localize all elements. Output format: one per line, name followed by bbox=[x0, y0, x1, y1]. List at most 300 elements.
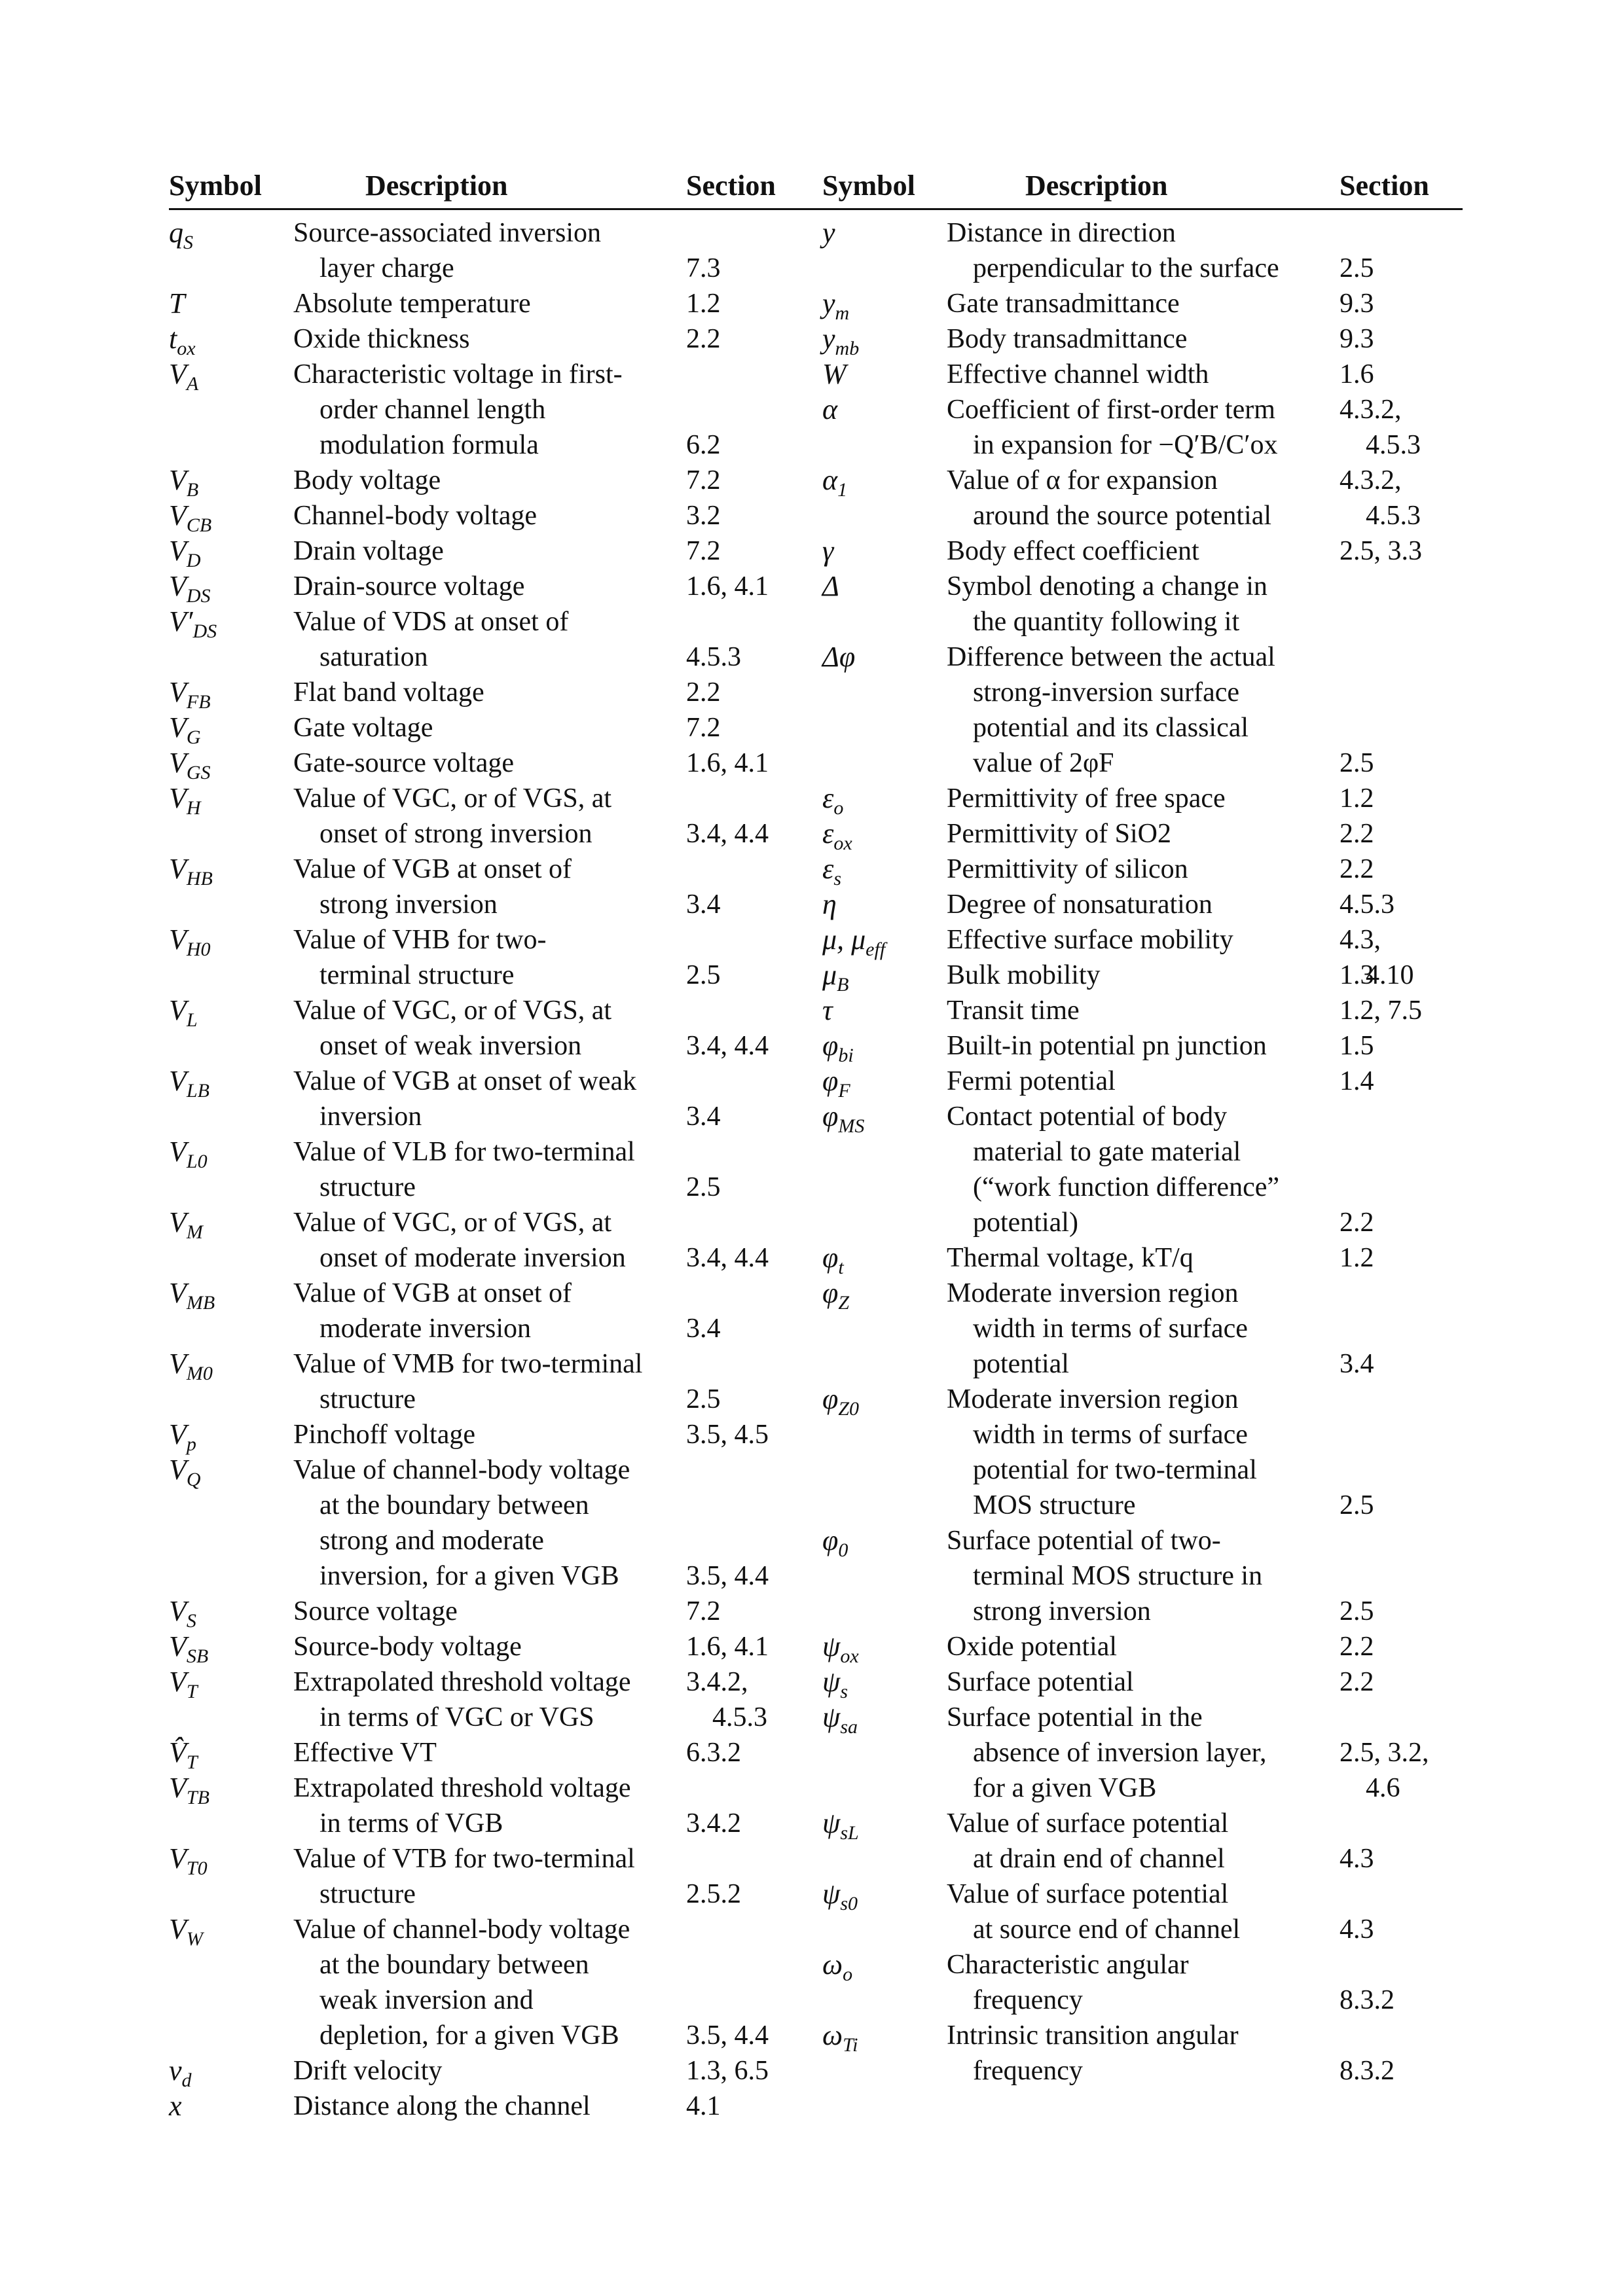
section-line bbox=[1340, 2018, 1438, 2053]
section-ref bbox=[686, 1276, 784, 1346]
symbol-base: V bbox=[169, 1418, 187, 1450]
description bbox=[293, 1594, 686, 1629]
symbol-subscript: B bbox=[837, 973, 849, 996]
description-line: depletion, for a given VGB bbox=[319, 2020, 619, 2051]
description bbox=[293, 1134, 686, 1205]
description bbox=[293, 922, 686, 993]
description-line: Surface potential in the bbox=[947, 1702, 1203, 1732]
description-line: MOS structure bbox=[973, 1490, 1136, 1520]
table-row bbox=[169, 1276, 828, 1346]
symbol-subscript: s bbox=[833, 867, 842, 889]
symbol bbox=[169, 604, 217, 649]
description-line: structure bbox=[319, 1384, 416, 1414]
description bbox=[293, 569, 686, 604]
section-ref bbox=[1340, 215, 1438, 286]
description-line: strong inversion bbox=[319, 889, 498, 920]
description bbox=[293, 852, 686, 922]
left-table-rows bbox=[169, 210, 828, 2124]
section-line: 3.2 bbox=[686, 501, 721, 531]
description-line: Difference between the actual bbox=[947, 642, 1275, 672]
description bbox=[293, 498, 686, 533]
section-ref bbox=[686, 1770, 784, 1841]
section-line: 1.4 bbox=[1340, 1066, 1374, 1096]
description-line: Absolute temperature bbox=[293, 289, 531, 319]
section-line: 9.3 bbox=[1340, 289, 1374, 319]
description-line: the quantity following it bbox=[973, 607, 1240, 637]
section-line bbox=[686, 1770, 784, 1806]
table-row bbox=[169, 745, 828, 781]
description bbox=[293, 1735, 686, 1770]
symbol-subscript: Ti bbox=[843, 2034, 858, 2056]
symbol-base: v bbox=[169, 2054, 182, 2087]
description-line: potential and its classical bbox=[973, 713, 1249, 743]
description-line: width in terms of surface bbox=[973, 1420, 1248, 1450]
table-row bbox=[169, 1594, 828, 1632]
symbol-subscript: GS bbox=[186, 761, 211, 783]
section-line: 7.2 bbox=[686, 1596, 721, 1626]
description bbox=[293, 321, 686, 357]
description bbox=[293, 357, 686, 463]
description-line: saturation bbox=[319, 642, 428, 672]
section-line: 2.5 bbox=[686, 960, 721, 990]
description-line: Drain-source voltage bbox=[293, 571, 525, 601]
description-line: Coefficient of first-order term bbox=[947, 395, 1275, 425]
symbol bbox=[822, 357, 847, 392]
section-line: 8.3.2 bbox=[1340, 1985, 1395, 2015]
symbol-subscript: o bbox=[833, 797, 844, 819]
description-line: Value of VGC, or of VGS, at bbox=[293, 996, 612, 1026]
section-line bbox=[686, 1841, 784, 1876]
description-line: Thermal voltage, kT/q bbox=[947, 1243, 1194, 1273]
section-ref bbox=[686, 498, 784, 533]
description-line: Bulk mobility bbox=[947, 960, 1101, 990]
section-line bbox=[686, 1134, 784, 1170]
symbol-header: Symbol bbox=[822, 170, 915, 202]
description-line: Body effect coefficient bbox=[947, 536, 1199, 566]
section-line: 4.5.3 bbox=[1366, 430, 1421, 460]
section-line bbox=[686, 1452, 784, 1488]
symbol-base: φ bbox=[822, 1383, 839, 1415]
symbol-subscript: L bbox=[186, 1009, 198, 1031]
description-line: Value of VGC, or of VGS, at bbox=[293, 1208, 612, 1238]
section-ref bbox=[1340, 1629, 1438, 1664]
section-ref bbox=[686, 1134, 784, 1205]
description-line: Pinchoff voltage bbox=[293, 1420, 476, 1450]
symbol-subscript: mb bbox=[835, 337, 860, 359]
section-line: 4.5.3 bbox=[686, 642, 741, 672]
section-ref bbox=[686, 852, 784, 922]
symbol bbox=[169, 852, 213, 897]
description-line: inversion, for a given VGB bbox=[319, 1561, 619, 1591]
table-row bbox=[822, 816, 1463, 852]
description bbox=[947, 1382, 1340, 1523]
symbol-base: V bbox=[169, 747, 187, 779]
description bbox=[947, 2018, 1340, 2089]
symbol-base: μ bbox=[822, 959, 837, 991]
table-row bbox=[822, 1523, 1463, 1629]
section-line bbox=[686, 1346, 784, 1382]
section-line bbox=[686, 1912, 784, 1947]
symbol bbox=[822, 2018, 858, 2063]
description-line: Drain voltage bbox=[293, 536, 444, 566]
symbol-subscript: sL bbox=[840, 1821, 859, 1844]
table-row bbox=[169, 215, 828, 286]
table-row bbox=[169, 1346, 828, 1417]
symbol-base: V̂ bbox=[169, 1736, 187, 1768]
symbol-base: α bbox=[822, 393, 838, 425]
section-line: 1.6 bbox=[1340, 359, 1374, 389]
description bbox=[947, 1028, 1340, 1064]
symbol bbox=[169, 1205, 203, 1250]
section-line: 3.4 bbox=[686, 1102, 721, 1132]
section-ref bbox=[686, 1594, 784, 1629]
symbol bbox=[822, 463, 847, 508]
table-row bbox=[822, 1276, 1463, 1382]
table-row bbox=[822, 392, 1463, 463]
description-line: strong and moderate bbox=[319, 1526, 544, 1556]
symbol-base: t bbox=[169, 323, 177, 355]
section-line: 3.4 bbox=[686, 1314, 721, 1344]
symbol bbox=[169, 357, 198, 402]
symbol-base: ω bbox=[822, 2019, 843, 2051]
right-table-header bbox=[822, 164, 1463, 210]
description-line: structure bbox=[319, 1879, 416, 1909]
section-line: 3.4 bbox=[1340, 1349, 1374, 1379]
symbol-subscript: d bbox=[181, 2069, 192, 2091]
symbol-base: V bbox=[169, 499, 187, 531]
section-line: 4.5.3 bbox=[1340, 889, 1395, 920]
section-ref bbox=[686, 321, 784, 357]
section-ref bbox=[686, 569, 784, 604]
symbol-base: V bbox=[169, 1454, 187, 1486]
description-line: Distance in direction bbox=[947, 218, 1176, 248]
description-line: Value of surface potential bbox=[947, 1879, 1229, 1909]
description bbox=[293, 1629, 686, 1664]
description-line: layer charge bbox=[319, 253, 454, 283]
description bbox=[293, 745, 686, 781]
section-line bbox=[686, 1064, 784, 1099]
section-line bbox=[686, 1982, 784, 2018]
description-line: weak inversion and bbox=[319, 1985, 534, 2015]
table-row bbox=[169, 357, 828, 463]
symbol-subscript: m bbox=[835, 302, 850, 324]
description bbox=[947, 1876, 1340, 1947]
symbol-subscript: DS bbox=[186, 584, 211, 607]
section-line: 4.3.2, bbox=[1340, 395, 1402, 425]
description-line: Gate transadmittance bbox=[947, 289, 1180, 319]
symbol-base: Δφ bbox=[822, 641, 856, 673]
description-line: Permittivity of silicon bbox=[947, 854, 1188, 884]
section-line: 2.5.2 bbox=[686, 1879, 741, 1909]
section-ref bbox=[1340, 852, 1438, 887]
description-line: terminal structure bbox=[319, 960, 515, 990]
description-line: Source voltage bbox=[293, 1596, 458, 1626]
table-row bbox=[822, 1947, 1463, 2018]
table-row bbox=[822, 1382, 1463, 1523]
section-ref bbox=[1340, 463, 1438, 533]
section-ref bbox=[686, 1417, 784, 1452]
section-line: 2.5, 3.3 bbox=[1340, 536, 1422, 566]
description-line: Surface potential bbox=[947, 1667, 1134, 1697]
symbol-base: V bbox=[169, 782, 187, 814]
symbol-subscript: s bbox=[840, 1680, 848, 1702]
symbol-base: ω bbox=[822, 1948, 843, 1981]
table-row bbox=[822, 958, 1463, 996]
section-line: 6.3.2 bbox=[686, 1738, 741, 1768]
section-header: Section bbox=[686, 170, 776, 202]
table-row bbox=[822, 1240, 1463, 1276]
section-line: 2.2 bbox=[1340, 854, 1374, 884]
section-ref bbox=[686, 1912, 784, 2053]
symbol bbox=[822, 1947, 852, 1992]
symbol-subscript: Z0 bbox=[838, 1397, 860, 1420]
table-row bbox=[822, 2018, 1463, 2089]
section-ref bbox=[1340, 533, 1438, 569]
table-row bbox=[822, 1629, 1463, 1667]
section-line: 3.4, 4.4 bbox=[686, 819, 769, 849]
description-line: at the boundary between bbox=[319, 1950, 589, 1980]
description-line: Intrinsic transition angular bbox=[947, 2020, 1239, 2051]
section-line: 3.5, 4.5 bbox=[686, 1420, 769, 1450]
symbol bbox=[822, 1523, 848, 1568]
description-line: Value of channel-body voltage bbox=[293, 1914, 630, 1945]
symbol-subscript: eff bbox=[866, 938, 886, 960]
description-line: Value of VTB for two-terminal bbox=[293, 1844, 635, 1874]
section-line: 1.3, 6.5 bbox=[686, 2056, 769, 2086]
description-line: Surface potential of two- bbox=[947, 1526, 1221, 1556]
section-ref bbox=[686, 993, 784, 1064]
symbol-subscript: DS bbox=[192, 620, 217, 642]
table-row bbox=[822, 781, 1463, 819]
description-line: Value of channel-body voltage bbox=[293, 1455, 630, 1485]
section-line: 6.2 bbox=[686, 430, 721, 460]
table-row bbox=[169, 852, 828, 922]
description bbox=[293, 1770, 686, 1841]
symbol-subscript: CB bbox=[186, 514, 212, 536]
description-line: Effective channel width bbox=[947, 359, 1209, 389]
section-line bbox=[686, 852, 784, 887]
symbol-subscript: B bbox=[186, 478, 199, 501]
section-line bbox=[686, 215, 784, 251]
symbol-base: φ bbox=[822, 1100, 839, 1132]
symbol bbox=[169, 1770, 210, 1816]
description-line: terminal MOS structure in bbox=[973, 1561, 1263, 1591]
description-line: Value of VGC, or of VGS, at bbox=[293, 783, 612, 814]
section-ref bbox=[686, 1064, 784, 1134]
symbol-base: ψ bbox=[822, 1807, 841, 1839]
section-line bbox=[1340, 604, 1438, 639]
section-ref bbox=[1340, 1947, 1438, 2018]
symbol-base: V bbox=[169, 1348, 187, 1380]
description-line: potential for two-terminal bbox=[973, 1455, 1257, 1485]
section-ref bbox=[1340, 1099, 1438, 1240]
table-row bbox=[169, 993, 828, 1064]
section-ref bbox=[686, 1735, 784, 1770]
description-line: Body transadmittance bbox=[947, 324, 1188, 354]
table-row bbox=[822, 569, 1463, 639]
section-line bbox=[1340, 710, 1438, 745]
symbol-subscript: G bbox=[186, 726, 201, 748]
section-ref bbox=[1340, 1240, 1438, 1276]
description-line: Extrapolated threshold voltage bbox=[293, 1773, 631, 1803]
section-line: 2.2 bbox=[686, 677, 721, 708]
description bbox=[293, 675, 686, 710]
description bbox=[947, 993, 1340, 1028]
symbol-base: V bbox=[169, 994, 187, 1026]
section-line: 7.3 bbox=[686, 253, 721, 283]
description bbox=[947, 357, 1340, 392]
section-line: 9.3 bbox=[1340, 324, 1374, 354]
symbol bbox=[169, 2089, 182, 2124]
symbol-base: V bbox=[169, 853, 187, 885]
table-row bbox=[169, 710, 828, 748]
symbol-subscript: bi bbox=[838, 1044, 854, 1066]
description-line: value of 2φF bbox=[973, 748, 1114, 778]
section-line bbox=[686, 922, 784, 958]
symbol bbox=[822, 392, 837, 427]
table-row bbox=[822, 993, 1463, 1028]
description-line: frequency bbox=[973, 2056, 1083, 2086]
section-line bbox=[1340, 1947, 1438, 1982]
description-line: in terms of VGC or VGS bbox=[319, 1702, 594, 1732]
symbol-base: V bbox=[169, 1842, 187, 1874]
section-ref bbox=[686, 2053, 784, 2089]
symbol-base: V′ bbox=[169, 605, 193, 637]
description-line: Moderate inversion region bbox=[947, 1278, 1239, 1308]
table-row bbox=[822, 1700, 1463, 1806]
description-line: material to gate material bbox=[973, 1137, 1241, 1167]
section-ref bbox=[1340, 392, 1438, 463]
section-ref bbox=[686, 922, 784, 993]
symbol-base: V bbox=[169, 924, 187, 956]
section-line: 2.5, 3.2, bbox=[1340, 1738, 1429, 1768]
table-row bbox=[169, 1664, 828, 1735]
description bbox=[947, 958, 1340, 993]
symbol-subscript: S bbox=[186, 1609, 196, 1632]
section-line bbox=[1340, 1276, 1438, 1311]
description-line: moderate inversion bbox=[319, 1314, 532, 1344]
section-ref bbox=[686, 1205, 784, 1276]
section-line bbox=[686, 1205, 784, 1240]
description-line: at drain end of channel bbox=[973, 1844, 1225, 1874]
section-line: 3.4.2, bbox=[686, 1667, 748, 1697]
symbol-base: q bbox=[169, 217, 183, 249]
symbol-subscript: W bbox=[186, 1928, 203, 1950]
symbol-subscript: F bbox=[838, 1079, 850, 1102]
description bbox=[947, 569, 1340, 639]
table-row bbox=[822, 321, 1463, 357]
description bbox=[293, 710, 686, 745]
description bbox=[293, 463, 686, 498]
section-line bbox=[686, 993, 784, 1028]
symbol bbox=[169, 286, 185, 321]
table-row bbox=[169, 463, 828, 501]
symbol bbox=[169, 781, 201, 826]
description bbox=[947, 781, 1340, 816]
symbol-subscript: M0 bbox=[186, 1362, 213, 1384]
symbol bbox=[169, 1664, 198, 1710]
description-line: frequency bbox=[973, 1985, 1083, 2015]
table-row bbox=[169, 1134, 828, 1205]
symbol bbox=[169, 1346, 213, 1391]
description bbox=[947, 1700, 1340, 1806]
symbol-subscript: Q bbox=[186, 1468, 201, 1490]
table-row bbox=[169, 1841, 828, 1912]
description-line: onset of moderate inversion bbox=[319, 1243, 626, 1273]
section-line: 4.3.2, bbox=[1340, 465, 1402, 495]
description-line: at source end of channel bbox=[973, 1914, 1241, 1945]
symbol-base: ε bbox=[822, 782, 834, 814]
symbol-base: ε bbox=[822, 817, 834, 850]
section-ref bbox=[686, 604, 784, 675]
symbol-base: V bbox=[169, 1666, 187, 1698]
table-row bbox=[822, 1876, 1463, 1947]
description-line: around the source potential bbox=[973, 501, 1272, 531]
section-ref bbox=[1340, 1876, 1438, 1947]
section-ref bbox=[686, 286, 784, 321]
section-line bbox=[686, 1488, 784, 1523]
description-line: width in terms of surface bbox=[973, 1314, 1248, 1344]
symbol-subscript: MS bbox=[838, 1115, 865, 1137]
description-line: Body voltage bbox=[293, 465, 441, 495]
section-line bbox=[1340, 1382, 1438, 1417]
section-ref bbox=[1340, 569, 1438, 639]
description-line: Characteristic voltage in first- bbox=[293, 359, 623, 389]
section-line bbox=[686, 1276, 784, 1311]
description bbox=[947, 1064, 1340, 1099]
description-line: at the boundary between bbox=[319, 1490, 589, 1520]
description bbox=[293, 1276, 686, 1346]
table-row bbox=[169, 781, 828, 852]
symbol bbox=[169, 993, 198, 1038]
section-line: 1.6, 4.1 bbox=[686, 1632, 769, 1662]
section-ref bbox=[1340, 781, 1438, 816]
description-line: Characteristic angular bbox=[947, 1950, 1189, 1980]
description-line: structure bbox=[319, 1172, 416, 1202]
section-header: Section bbox=[1340, 170, 1429, 202]
section-line bbox=[686, 357, 784, 392]
symbol-base: V bbox=[169, 358, 187, 390]
description-line: Value of VDS at onset of bbox=[293, 607, 569, 637]
table-row bbox=[822, 1064, 1463, 1102]
description-line: Flat band voltage bbox=[293, 677, 484, 708]
symbol-subscript: S bbox=[183, 231, 193, 253]
description-line: modulation formula bbox=[319, 430, 539, 460]
section-line: 1.2 bbox=[1340, 783, 1374, 814]
section-ref bbox=[1340, 1523, 1438, 1629]
section-line: 1.2 bbox=[1340, 1243, 1374, 1273]
section-ref bbox=[686, 1346, 784, 1417]
description bbox=[947, 215, 1340, 286]
table-row bbox=[169, 604, 828, 675]
description-line: Effective VT bbox=[293, 1738, 437, 1768]
description bbox=[293, 1417, 686, 1452]
section-line: 4.3 bbox=[1340, 1844, 1374, 1874]
section-line: 1.3 bbox=[1340, 960, 1374, 990]
description-line: Gate voltage bbox=[293, 713, 433, 743]
symbol bbox=[822, 1806, 859, 1851]
description-line: (“work function difference” bbox=[973, 1172, 1279, 1202]
section-ref bbox=[686, 215, 784, 286]
section-line: 2.2 bbox=[1340, 1632, 1374, 1662]
table-row bbox=[169, 1735, 828, 1773]
description-line: Built-in potential pn junction bbox=[947, 1031, 1267, 1061]
symbol-base: V bbox=[169, 1206, 187, 1238]
symbol bbox=[822, 1382, 859, 1427]
description-header: Description bbox=[1025, 170, 1168, 202]
section-line bbox=[686, 392, 784, 427]
section-line: 4.10 bbox=[1366, 960, 1414, 990]
